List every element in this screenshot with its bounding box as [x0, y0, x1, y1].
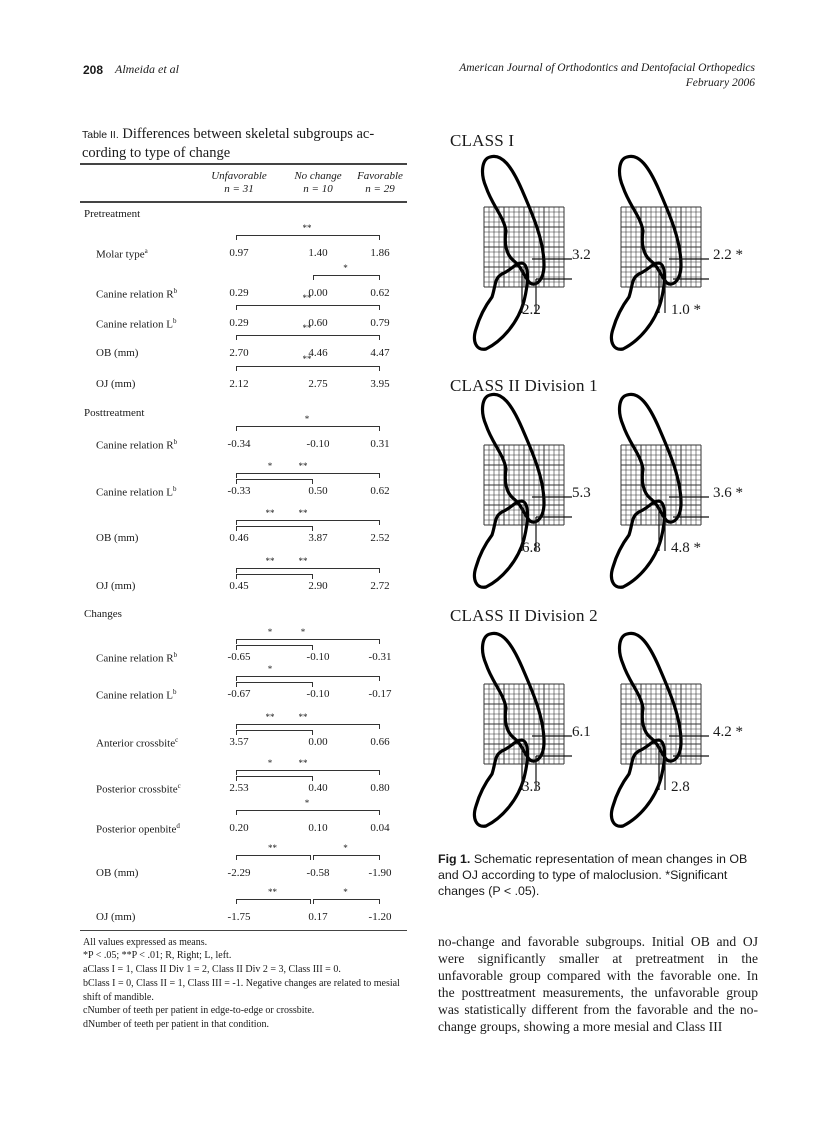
upper-incisor-outline	[483, 633, 544, 761]
row-label-text: Canine relation L	[96, 486, 173, 499]
row-label	[96, 347, 138, 359]
cell-value: 0.50	[308, 485, 328, 497]
figure-caption	[438, 851, 758, 899]
panel-title: CLASS II Division 1	[450, 376, 598, 395]
lower-incisor-outline	[611, 263, 664, 349]
figure-caption-label: Fig 1.	[438, 852, 471, 866]
cell-value: -0.10	[306, 688, 330, 700]
overbite-value: 6.1	[572, 724, 591, 740]
lower-incisor-outline	[474, 501, 527, 587]
overjet-value: 2.8	[671, 779, 690, 795]
cell-value: 0.10	[308, 822, 328, 834]
journal-issue: February 2006	[685, 77, 755, 89]
cell-value: 0.97	[229, 247, 249, 259]
overjet-value: 2.2	[522, 302, 541, 318]
row-label-text: Canine relation R	[96, 652, 174, 665]
significance-bracket	[236, 639, 380, 644]
significance-bracket	[236, 810, 380, 815]
section-title: Changes	[84, 608, 122, 620]
significance-bracket	[236, 645, 313, 650]
significance-marker: **	[302, 323, 312, 333]
journal-title: American Journal of Orthodontics and Dentofacial Orthopedics	[459, 62, 755, 74]
row-label	[96, 532, 138, 544]
column-n: n = 31	[224, 183, 254, 195]
overjet-value: 1.0 *	[671, 302, 701, 318]
row-label-text: OJ (mm)	[96, 911, 136, 923]
significance-marker: **	[298, 461, 308, 471]
row-label	[96, 651, 177, 665]
overjet-value: 4.8 *	[671, 540, 701, 556]
cell-value: 0.80	[370, 782, 390, 794]
significance-bracket	[236, 473, 380, 478]
cell-value: 1.40	[308, 247, 328, 259]
overbite-value: 5.3	[572, 485, 591, 501]
significance-bracket	[236, 724, 380, 729]
cell-value: 0.00	[308, 287, 328, 299]
column-name: Favorable	[357, 170, 403, 182]
cell-value: -1.75	[227, 911, 251, 923]
row-label-text: Anterior crossbite	[96, 737, 176, 750]
row-label	[96, 287, 177, 301]
lower-incisor-outline	[474, 740, 527, 826]
table-footnote: cNumber of teeth per patient in edge-to-edge or crossbite.	[83, 1005, 315, 1016]
cell-value: 0.62	[370, 485, 390, 497]
significance-marker: **	[298, 508, 308, 518]
significance-marker: **	[265, 712, 275, 722]
row-label-text: OB (mm)	[96, 867, 139, 879]
column-n: n = 29	[365, 183, 395, 195]
row-label-text: OB (mm)	[96, 347, 139, 359]
table-label: Table II.	[82, 129, 119, 141]
significance-bracket	[236, 776, 313, 781]
upper-incisor-outline	[483, 156, 544, 284]
table-title	[82, 125, 374, 162]
overbite-value: 3.2	[572, 247, 591, 263]
significance-bracket	[236, 770, 380, 775]
significance-bracket	[236, 568, 380, 573]
significance-marker: **	[302, 354, 312, 364]
cell-value: 2.52	[370, 532, 390, 544]
significance-bracket	[313, 855, 380, 860]
row-label	[96, 580, 135, 592]
cell-value: 2.12	[229, 378, 249, 390]
cell-value: 0.45	[229, 580, 249, 592]
cell-value: -1.20	[368, 911, 392, 923]
table-top-rule	[80, 163, 407, 165]
cell-value: 2.90	[308, 580, 328, 592]
panel-title: CLASS I	[450, 131, 515, 150]
significance-marker: *	[267, 627, 273, 637]
significance-bracket	[236, 366, 380, 371]
cell-value: 0.62	[370, 287, 390, 299]
section-title: Posttreatment	[84, 407, 145, 419]
significance-marker: *	[267, 758, 273, 768]
significance-marker: *	[300, 627, 306, 637]
cell-value: 1.86	[370, 247, 390, 259]
footnote-marker: b	[172, 688, 177, 696]
significance-bracket	[236, 899, 311, 904]
table-footnote: dNumber of teeth per patient in that condition.	[83, 1019, 270, 1030]
significance-bracket	[236, 479, 313, 484]
cell-value: 0.66	[370, 736, 390, 748]
table-footnote: aClass I = 1, Class II Div 1 = 2, Class II Div 2 = 3, Class III = 0.	[83, 964, 341, 975]
row-label-text: Posterior openbite	[96, 823, 177, 836]
footnote-marker: a	[144, 247, 148, 255]
significance-marker: **	[298, 556, 308, 566]
row-label	[96, 317, 176, 331]
cell-value: -0.67	[227, 688, 251, 700]
cell-value: -1.90	[368, 867, 392, 879]
significance-marker: *	[343, 843, 348, 853]
cell-value: 0.00	[308, 736, 328, 748]
significance-marker: **	[268, 887, 277, 897]
significance-bracket	[236, 305, 380, 310]
significance-marker: **	[265, 508, 275, 518]
footnote-marker: b	[173, 438, 178, 446]
significance-bracket	[236, 676, 380, 681]
significance-bracket	[313, 899, 380, 904]
row-label-text: Molar type	[96, 248, 145, 261]
cell-value: 4.47	[370, 347, 390, 359]
row-label	[96, 867, 138, 879]
cell-value: 0.04	[370, 822, 390, 834]
overjet-value: 3.3	[522, 779, 541, 795]
figure-caption-text: Schematic representation of mean changes in OB and OJ according to type of maloclusion. *Significant changes (P < .05).	[438, 852, 748, 898]
significance-bracket	[236, 335, 380, 340]
row-label-text: Canine relation R	[96, 288, 174, 301]
row-label	[96, 736, 178, 750]
significance-bracket	[236, 682, 313, 687]
row-label-text: Posterior crossbite	[96, 783, 178, 796]
significance-bracket	[236, 855, 311, 860]
row-label-text: OJ (mm)	[96, 378, 136, 390]
row-label	[96, 911, 135, 923]
cell-value: 0.29	[229, 317, 249, 329]
cell-value: -0.58	[306, 867, 330, 879]
table-footnote: *P < .05; **P < .01; R, Right; L, left.	[83, 950, 232, 961]
table-title-line1: Differences between skeletal subgroups ac-	[122, 126, 375, 142]
overjet-value: 6.8	[522, 540, 541, 556]
row-label	[96, 438, 177, 452]
cell-value: 0.31	[370, 438, 390, 450]
significance-bracket	[236, 730, 313, 735]
row-label-text: OJ (mm)	[96, 580, 136, 592]
column-n: n = 10	[303, 183, 333, 195]
significance-bracket	[236, 526, 313, 531]
significance-marker: **	[265, 556, 275, 566]
significance-marker: **	[268, 843, 277, 853]
cell-value: -0.33	[227, 485, 251, 497]
row-label	[96, 485, 176, 499]
footnote-marker: b	[172, 485, 177, 493]
footnote-marker: b	[172, 317, 177, 325]
section-title: Pretreatment	[84, 208, 141, 220]
page-number: 208	[83, 63, 104, 77]
lower-incisor-outline	[474, 263, 527, 349]
cell-value: -0.10	[306, 438, 330, 450]
cell-value: 0.46	[229, 532, 249, 544]
significance-bracket	[236, 426, 380, 431]
column-header	[340, 170, 420, 196]
row-label-text: OB (mm)	[96, 532, 139, 544]
row-label	[96, 822, 180, 836]
row-label	[96, 782, 181, 796]
upper-incisor-outline	[620, 633, 681, 761]
significance-marker: **	[302, 293, 312, 303]
panel-title: CLASS II Division 2	[450, 606, 598, 625]
lower-incisor-outline	[611, 501, 664, 587]
upper-incisor-outline	[620, 156, 681, 284]
significance-marker: **	[302, 223, 312, 233]
significance-marker: *	[343, 263, 348, 273]
significance-bracket	[236, 574, 313, 579]
column-header	[199, 170, 279, 196]
cell-value: 3.87	[308, 532, 328, 544]
cell-value: 3.95	[370, 378, 390, 390]
cell-value: 2.70	[229, 347, 249, 359]
lower-incisor-outline	[611, 740, 664, 826]
significance-marker: **	[298, 712, 308, 722]
row-label	[96, 378, 135, 390]
running-authors: Almeida et al	[115, 62, 179, 76]
significance-marker: *	[267, 461, 273, 471]
cell-value: 2.72	[370, 580, 390, 592]
cell-value: -0.10	[306, 651, 330, 663]
cell-value: 0.79	[370, 317, 390, 329]
row-label-text: Canine relation L	[96, 689, 173, 702]
column-name: No change	[294, 170, 342, 182]
significance-bracket	[236, 520, 380, 525]
table-title-line2: cording to type of change	[82, 145, 231, 161]
footnote-marker: b	[173, 651, 178, 659]
overbite-value: 3.6 *	[713, 485, 743, 501]
footnote-marker: b	[173, 287, 178, 295]
body-paragraph: no-change and favorable subgroups. Initial OB and OJ were significantly smaller at pretreatment in the unfavorable group compared with the favorable one. In the posttreatment measurements, the unfavorable group was statistically different from the favorable and the no-change groups, showing a more mesial and Class III	[438, 934, 758, 1034]
row-label	[96, 688, 176, 702]
overbite-value: 2.2 *	[713, 247, 743, 263]
significance-marker: *	[304, 798, 310, 808]
footnote-marker: c	[177, 782, 181, 790]
column-name: Unfavorable	[211, 170, 267, 182]
table-bottom-rule	[80, 930, 407, 931]
cell-value: 2.75	[308, 378, 328, 390]
cell-value: 4.46	[308, 347, 328, 359]
cell-value: 0.20	[229, 822, 249, 834]
upper-incisor-outline	[620, 394, 681, 522]
cell-value: -0.31	[368, 651, 392, 663]
cell-value: 0.29	[229, 287, 249, 299]
cell-value: -2.29	[227, 867, 251, 879]
cell-value: -0.17	[368, 688, 392, 700]
significance-marker: *	[304, 414, 310, 424]
cell-value: 3.57	[229, 736, 249, 748]
table-header-rule	[80, 201, 407, 203]
upper-incisor-outline	[483, 394, 544, 522]
table-footnote: All values expressed as means.	[83, 937, 208, 948]
cell-value: 0.60	[308, 317, 328, 329]
overbite-value: 4.2 *	[713, 724, 743, 740]
significance-marker: **	[298, 758, 308, 768]
significance-bracket	[313, 275, 380, 280]
row-label-text: Canine relation L	[96, 318, 173, 331]
table-footnote: bClass I = 0, Class II = 1, Class III = -1. Negative changes are related to mesial shift of mandible.	[83, 978, 400, 1003]
row-label-text: Canine relation R	[96, 439, 174, 452]
cell-value: 2.53	[229, 782, 249, 794]
significance-bracket	[236, 235, 380, 240]
cell-value: 0.17	[308, 911, 328, 923]
cell-value: -0.34	[227, 438, 251, 450]
row-label	[96, 247, 148, 261]
footnote-marker: d	[176, 822, 180, 830]
footnote-marker: c	[175, 736, 179, 744]
significance-marker: *	[343, 887, 348, 897]
significance-marker: *	[267, 664, 273, 674]
cell-value: 0.40	[308, 782, 328, 794]
cell-value: -0.65	[227, 651, 251, 663]
